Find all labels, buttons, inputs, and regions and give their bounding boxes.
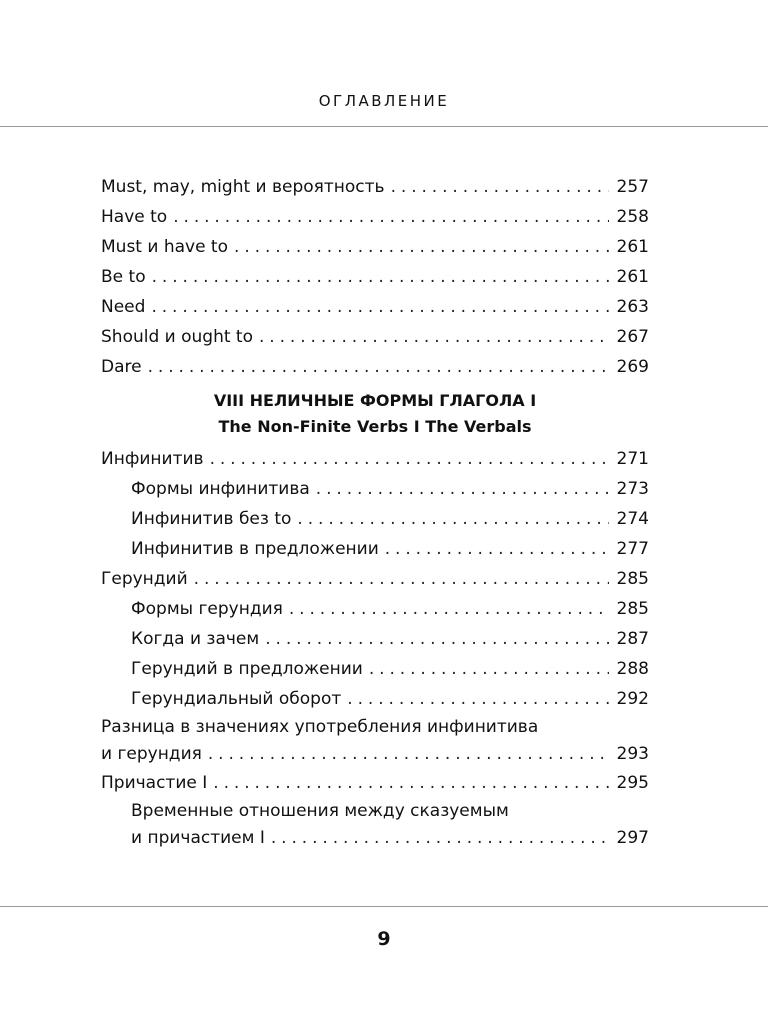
toc-entry-page: 292	[616, 689, 649, 709]
toc-entry[interactable]	[101, 352, 649, 382]
toc-entry-page: 288	[616, 659, 649, 679]
toc-entry-page: 277	[616, 539, 649, 559]
toc-entry-label: Герундий в предложении	[131, 659, 363, 679]
leader-dots	[208, 740, 609, 768]
toc-entry-label: Инфинитив в предложении	[131, 539, 379, 559]
toc-entry-label-line1: Временные отношения между сказуемым	[131, 801, 509, 821]
toc-entry-page: 295	[616, 773, 649, 793]
toc-subentry[interactable]	[101, 654, 649, 684]
leader-dots	[297, 504, 608, 534]
toc-entry-label: Инфинитив без to	[131, 509, 292, 529]
toc-entry-page: 285	[616, 599, 649, 619]
toc-entry-page: 257	[616, 177, 649, 197]
toc-entry-page: 287	[616, 629, 649, 649]
page-number: 9	[377, 928, 391, 950]
toc-entry-page: 261	[616, 237, 649, 257]
leader-dots	[259, 322, 609, 352]
leader-dots	[148, 352, 609, 382]
toc-entry-page: 269	[616, 357, 649, 377]
chapter-heading	[101, 382, 649, 444]
toc-entry-multiline[interactable]	[101, 714, 649, 768]
leader-dots	[347, 684, 608, 714]
leader-dots	[152, 262, 609, 292]
toc-subentry[interactable]	[101, 684, 649, 714]
header-divider	[0, 126, 768, 127]
toc-subentry[interactable]	[101, 594, 649, 624]
leader-dots	[234, 232, 609, 262]
toc-entry[interactable]	[101, 232, 649, 262]
toc-subentry[interactable]	[101, 504, 649, 534]
toc-subentry[interactable]	[101, 474, 649, 504]
running-header: ОГЛАВЛЕНИЕ	[318, 92, 450, 110]
toc-entry-page: 274	[616, 509, 649, 529]
toc-entry-page: 261	[616, 267, 649, 287]
leader-dots	[289, 594, 609, 624]
toc-entry-label: Когда и зачем	[131, 629, 260, 649]
leader-dots	[151, 292, 608, 322]
toc-subentry[interactable]	[101, 624, 649, 654]
toc-entry-page: 273	[616, 479, 649, 499]
toc-entry-label: Причастие I	[101, 773, 208, 793]
toc-entry[interactable]	[101, 444, 649, 474]
toc-entry-label: Герундиальный оборот	[131, 689, 342, 709]
toc-entry[interactable]	[101, 564, 649, 594]
toc-entry-label-line2: и причастием I	[131, 828, 265, 848]
toc-subentry[interactable]	[101, 534, 649, 564]
toc-entry-label: Have to	[101, 207, 168, 227]
toc-entry-label: Should и ought to	[101, 327, 253, 347]
toc-entry-page: 263	[616, 297, 649, 317]
leader-dots	[391, 172, 609, 202]
toc-entry-page: 258	[616, 207, 649, 227]
toc-entry-label: Формы герундия	[131, 599, 283, 619]
toc-entry-label: Need	[101, 297, 146, 317]
chapter-title-ru: VIII НЕЛИЧНЫЕ ФОРМЫ ГЛАГОЛА I	[213, 391, 537, 410]
leader-dots	[210, 444, 609, 474]
toc-entry-label: Be to	[101, 267, 146, 287]
leader-dots	[316, 474, 609, 504]
chapter-title-en: The Non-Finite Verbs I The Verbals	[218, 417, 532, 436]
toc-entry-page: 297	[616, 828, 649, 848]
toc-entry[interactable]	[101, 262, 649, 292]
toc-entry-page: 267	[616, 327, 649, 347]
leader-dots	[213, 768, 608, 798]
toc-entry-label: Инфинитив	[101, 449, 204, 469]
toc-entry-label: Герундий	[101, 569, 188, 589]
toc-entry[interactable]	[101, 768, 649, 798]
footer-divider	[0, 906, 768, 907]
leader-dots	[173, 202, 608, 232]
toc-subentry-multiline[interactable]	[101, 798, 649, 852]
toc-entry-label-line1: Разница в значениях употребления инфинитива	[101, 717, 539, 737]
leader-dots	[271, 824, 609, 852]
table-of-contents	[101, 172, 649, 852]
leader-dots	[369, 654, 609, 684]
toc-entry-label: Dare	[101, 357, 142, 377]
toc-entry-page: 293	[616, 744, 649, 764]
toc-entry[interactable]	[101, 172, 649, 202]
leader-dots	[194, 564, 609, 594]
toc-entry-label: Must, may, might и вероятность	[101, 177, 385, 197]
toc-entry-label-line2: и герундия	[101, 744, 202, 764]
toc-entry[interactable]	[101, 292, 649, 322]
leader-dots	[265, 624, 608, 654]
toc-entry-label: Формы инфинитива	[131, 479, 310, 499]
toc-entry[interactable]	[101, 202, 649, 232]
leader-dots	[385, 534, 609, 564]
toc-entry-page: 271	[616, 449, 649, 469]
toc-entry-label: Must и have to	[101, 237, 229, 257]
toc-entry-page: 285	[616, 569, 649, 589]
toc-entry[interactable]	[101, 322, 649, 352]
